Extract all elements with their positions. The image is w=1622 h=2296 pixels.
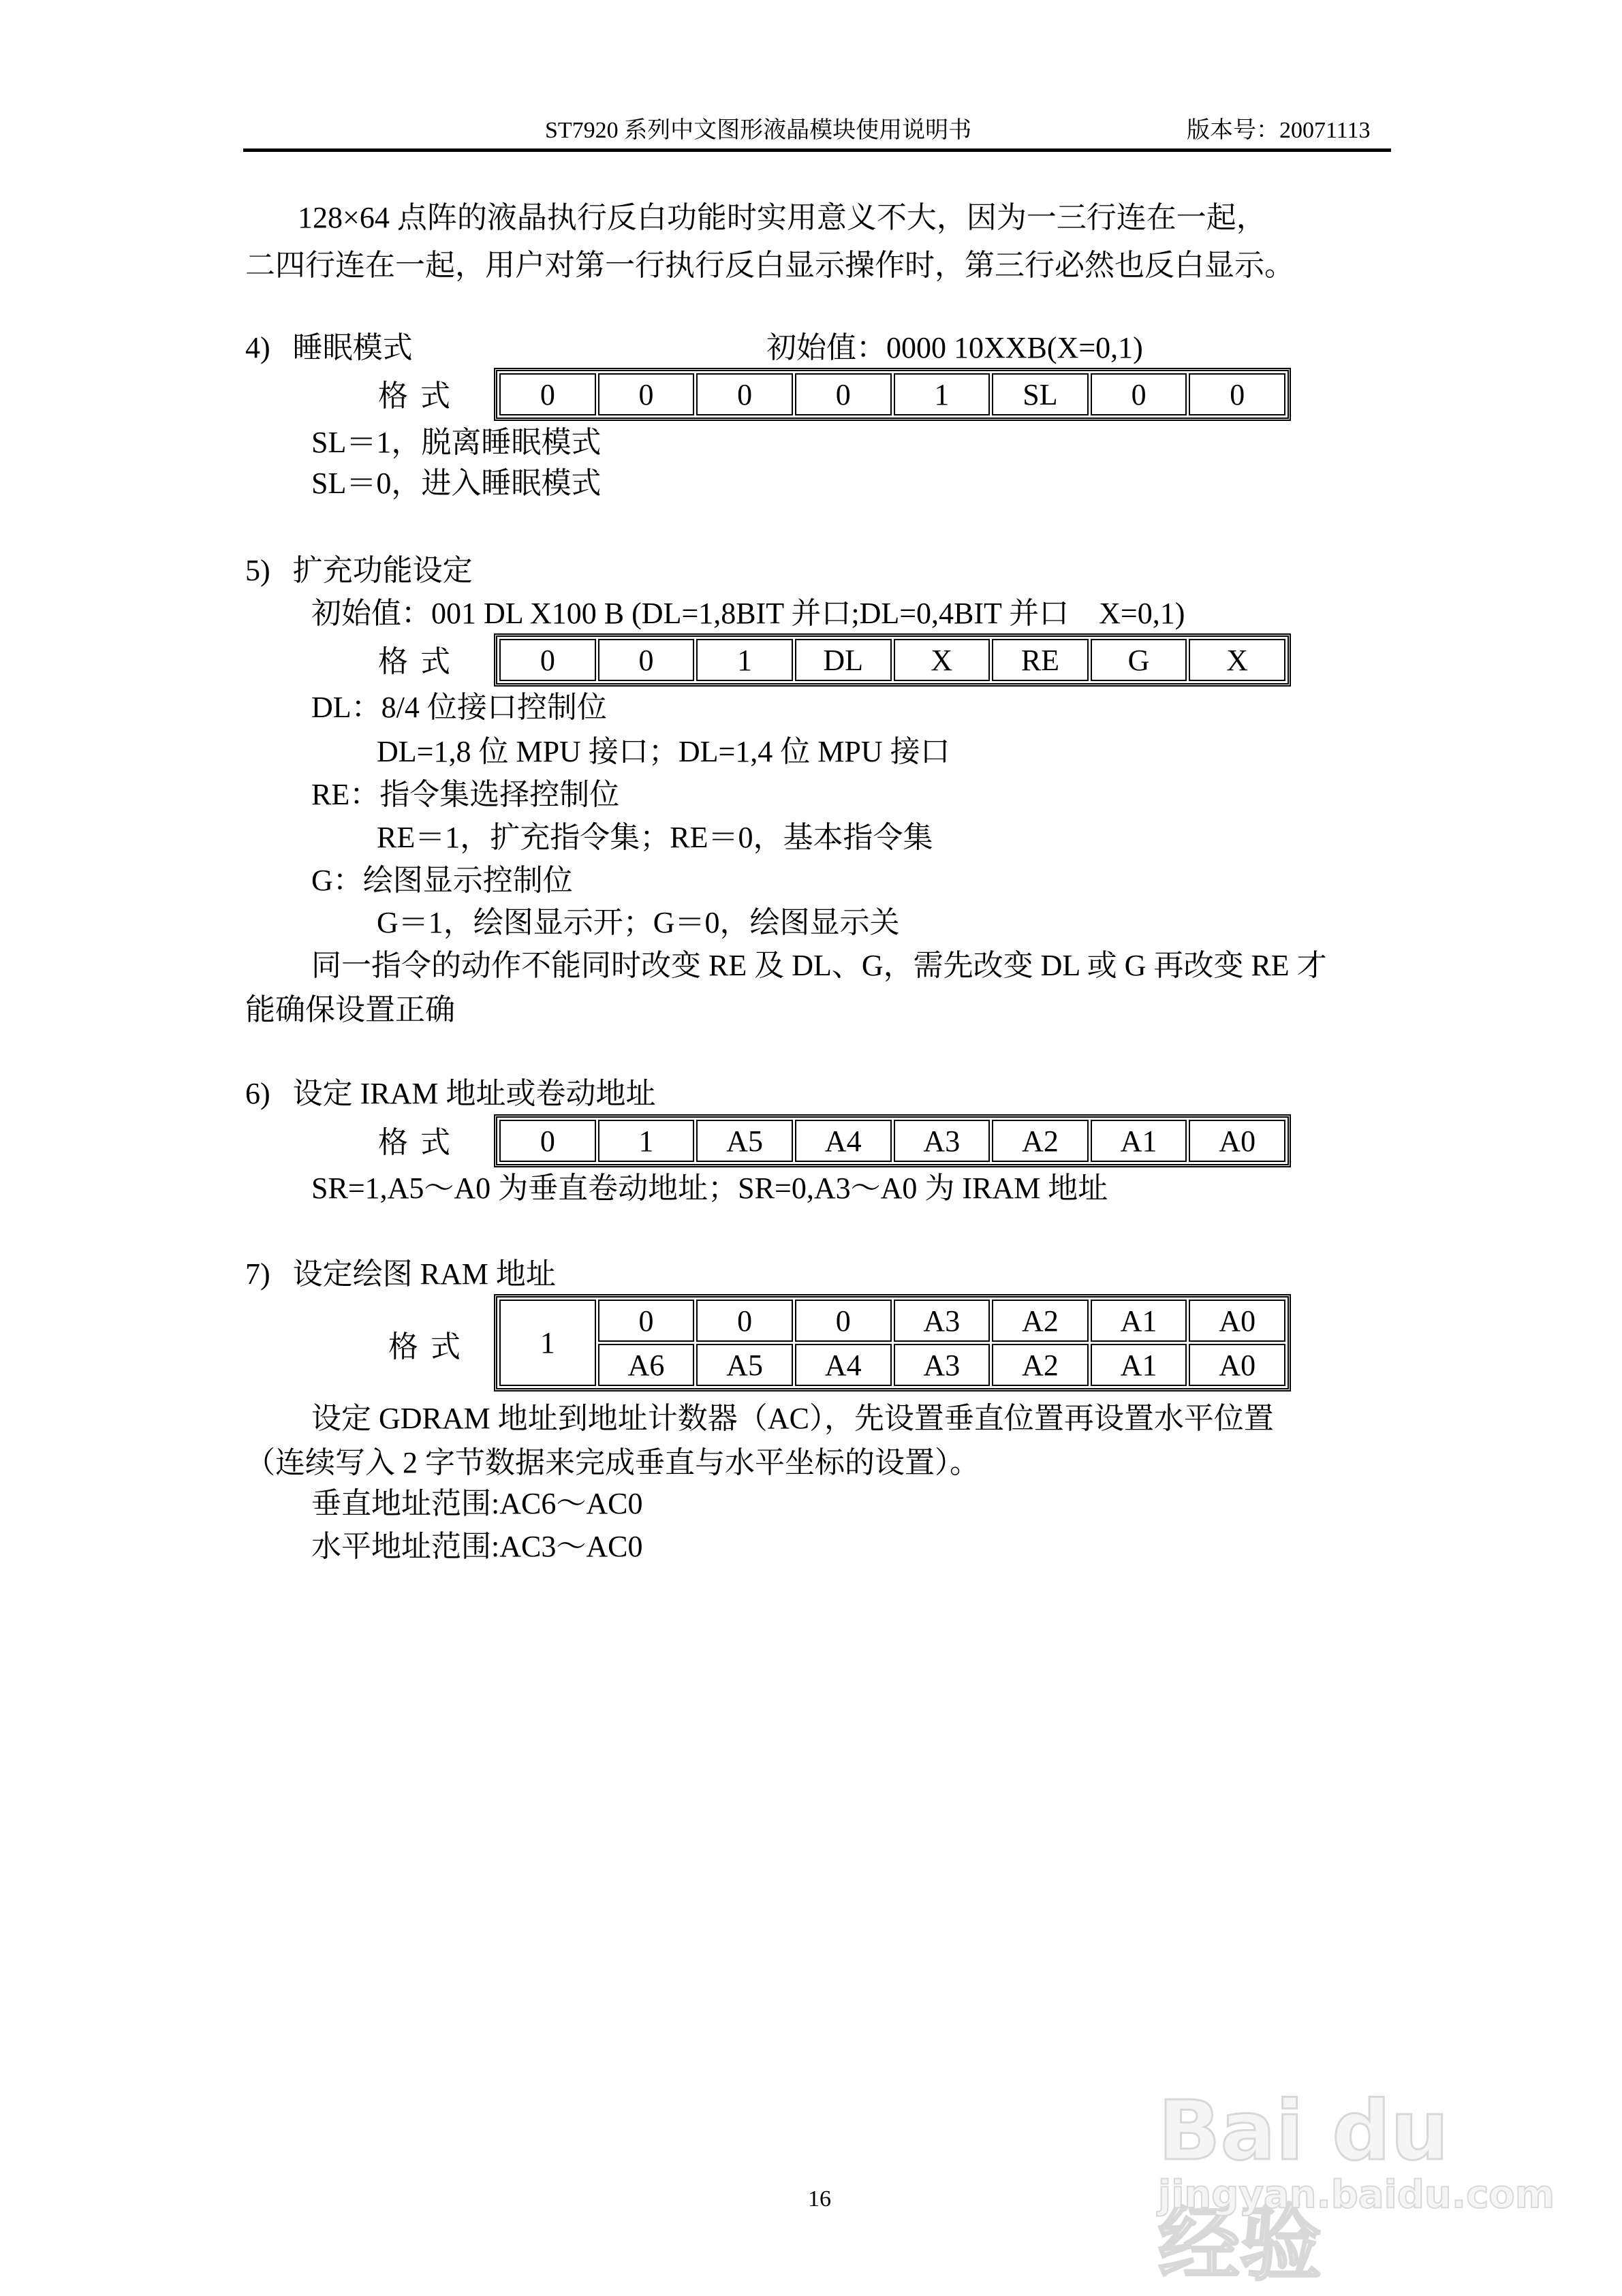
note: 水平地址范围:AC3～AC0 [311, 1530, 643, 1563]
bit-cell: 0 [598, 1300, 695, 1342]
bit-cell: X [894, 639, 991, 681]
format-label: 格式 [378, 1126, 463, 1159]
note: 同一指令的动作不能同时改变 RE 及 DL、G，需先改变 DL 或 G 再改变 RE 才 [311, 949, 1327, 982]
bit-cell: A5 [696, 1344, 793, 1386]
watermark-brand: Bai du 经验 [1158, 2084, 1449, 2292]
bit-cell: A0 [1189, 1120, 1285, 1162]
note: RE：指令集选择控制位 [311, 778, 620, 811]
note: G：绘图显示控制位 [311, 864, 573, 897]
bit-cell: A2 [992, 1300, 1089, 1342]
section-5-heading: 5) 扩充功能设定 [245, 554, 473, 587]
bit-cell: 0 [795, 373, 892, 415]
baidu-watermark [1158, 2043, 1555, 2292]
bit-cell: A1 [1091, 1344, 1187, 1386]
bit-cell: A5 [696, 1120, 793, 1162]
section-4-heading: 4) 睡眠模式 [245, 331, 413, 364]
note: 垂直地址范围:AC6～AC0 [311, 1487, 643, 1520]
bit-cell: 1 [696, 639, 793, 681]
bit-cell: 0 [598, 373, 695, 415]
note: G＝1，绘图显示开；G＝0，绘图显示关 [377, 906, 900, 939]
bit-cell: 1 [598, 1120, 695, 1162]
function-set-register-table [494, 633, 1291, 687]
bit-cell: 1 [894, 373, 991, 415]
note: DL：8/4 位接口控制位 [311, 691, 607, 724]
bit-cell: 0 [696, 1300, 793, 1342]
bit-cell: G [1091, 639, 1187, 681]
bit-cell: A4 [795, 1120, 892, 1162]
bit-cell: 0 [499, 1120, 596, 1162]
bit-cell: 0 [1189, 373, 1285, 415]
note: RE＝1，扩充指令集；RE＝0，基本指令集 [377, 821, 933, 854]
bit-cell: A2 [992, 1120, 1089, 1162]
note: SL＝0，进入睡眠模式 [311, 467, 602, 500]
bit-cell: X [1189, 639, 1285, 681]
note: 设定 GDRAM 地址到地址计数器（AC），先设置垂直位置再设置水平位置 [311, 1402, 1274, 1435]
bit-cell: RE [992, 639, 1089, 681]
header-title: ST7920 系列中文图形液晶模块使用说明书 [545, 118, 972, 143]
bit-cell: 1 [499, 1300, 596, 1386]
bit-cell: 0 [598, 639, 695, 681]
bit-cell: 0 [696, 373, 793, 415]
sleep-mode-register-table [494, 368, 1291, 421]
intro-line: 二四行连在一起，用户对第一行执行反白显示操作时，第三行必然也反白显示。 [245, 249, 1294, 282]
intro-line: 128×64 点阵的液晶执行反白功能时实用意义不大，因为一三行连在一起， [298, 201, 1266, 234]
note: SL＝1，脱离睡眠模式 [311, 426, 602, 459]
note: （连续写入 2 字节数据来完成垂直与水平坐标的设置）。 [245, 1446, 980, 1479]
bit-cell: 0 [499, 373, 596, 415]
bit-cell: A3 [894, 1300, 991, 1342]
note: 能确保设置正确 [245, 993, 455, 1026]
page-number: 16 [808, 2186, 831, 2212]
bit-cell: A2 [992, 1344, 1089, 1386]
format-label: 格式 [388, 1330, 473, 1364]
bit-cell: SL [992, 373, 1089, 415]
bit-cell: A1 [1091, 1120, 1187, 1162]
bit-cell: A1 [1091, 1300, 1187, 1342]
iram-address-register-table [494, 1114, 1291, 1167]
bit-cell: A6 [598, 1344, 695, 1386]
format-label: 格式 [378, 379, 463, 413]
header-rule [243, 148, 1391, 152]
section-7-heading: 7) 设定绘图 RAM 地址 [245, 1257, 556, 1291]
bit-cell: A3 [894, 1120, 991, 1162]
bit-cell: A3 [894, 1344, 991, 1386]
header-version: 版本号：20071113 [1187, 118, 1371, 143]
bit-cell: A0 [1189, 1300, 1285, 1342]
note: SR=1,A5～A0 为垂直卷动地址；SR=0,A3～A0 为 IRAM 地址 [311, 1171, 1108, 1205]
bit-cell: 0 [795, 1300, 892, 1342]
gdram-address-register-table [494, 1294, 1291, 1391]
bit-cell: A0 [1189, 1344, 1285, 1386]
section-4-init: 初始值：0000 10XXB(X=0,1) [766, 331, 1143, 364]
bit-cell: 0 [1091, 373, 1187, 415]
format-label: 格式 [378, 645, 463, 678]
watermark-url: jingyan.baidu.com [1158, 2173, 1555, 2217]
note: DL=1,8 位 MPU 接口；DL=1,4 位 MPU 接口 [377, 735, 950, 768]
section-6-heading: 6) 设定 IRAM 地址或卷动地址 [245, 1077, 656, 1110]
bit-cell: A4 [795, 1344, 892, 1386]
bit-cell: DL [795, 639, 892, 681]
section-5-init: 初始值：001 DL X100 B (DL=1,8BIT 并口;DL=0,4BIT 并口 X=0,1) [311, 597, 1185, 630]
bit-cell: 0 [499, 639, 596, 681]
